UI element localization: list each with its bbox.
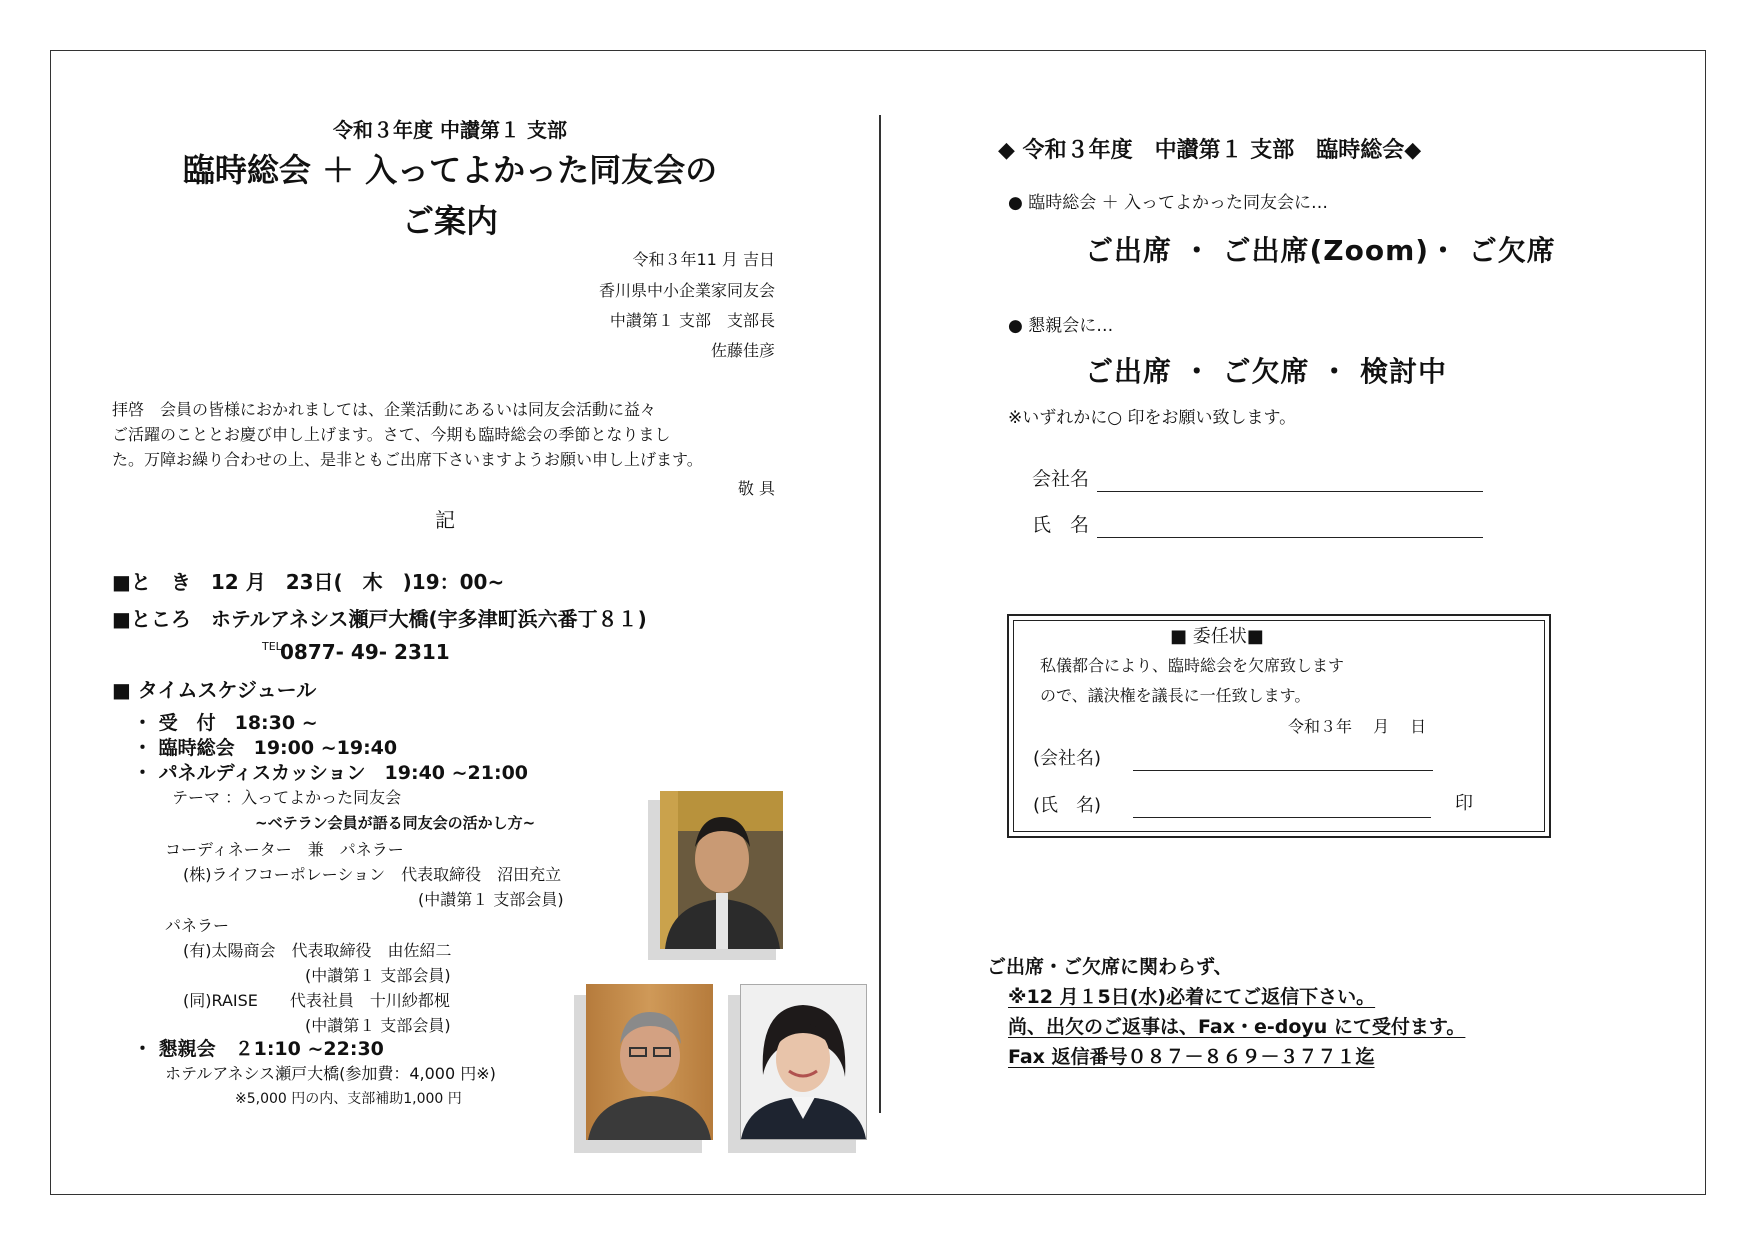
- proxy-company-field[interactable]: [1133, 770, 1433, 771]
- reception-party: ・ 懇親会 ２1:10 ~22:30: [133, 1038, 384, 1060]
- paneler1-photo: [586, 984, 713, 1140]
- reply-heading: ◆ 令和３年度 中讃第１ 支部 臨時総会◆: [998, 138, 1422, 163]
- company-label: 会社名: [1032, 468, 1090, 490]
- ki-heading: 記: [435, 508, 455, 532]
- theme-line2: ~ベテラン会員が語る同友会の活かし方~: [255, 814, 536, 832]
- paneler1-name: (有)太陽商会 代表取締役 由佐紹二: [183, 941, 452, 960]
- reply-deadline: ※12 月１5日(水)必着にてご返信下さい。: [1008, 986, 1376, 1008]
- question1: ● 臨時総会 ＋ 入ってよかった同友会に…: [1008, 193, 1329, 213]
- body-line3: た。万障お繰り合わせの上、是非ともご出席下さいますようお願い申し上げます。: [112, 450, 703, 469]
- paneler2-branch: (中讃第１ 支部会員): [305, 1016, 451, 1035]
- paneler1-branch: (中讃第１ 支部会員): [305, 966, 451, 985]
- proxy-name-label: (氏 名): [1033, 795, 1102, 816]
- paneler2-photo: [740, 984, 867, 1140]
- title-line1: 臨時総会 ＋ 入ってよかった同友会の: [182, 151, 718, 189]
- signatory-name: 佐藤佳彦: [710, 341, 775, 360]
- paneler-heading: パネラー: [165, 916, 230, 935]
- proxy-seal: 印: [1455, 793, 1473, 814]
- organization: 香川県中小企業家同友会: [598, 281, 775, 300]
- name-label: 氏 名: [1032, 514, 1090, 536]
- proxy-title: ■ 委任状■: [1170, 626, 1264, 647]
- subtitle: 令和３年度 中讃第１ 支部: [333, 118, 567, 142]
- paneler2-name: (同)RAISE 代表社員 十川紗都枧: [183, 991, 450, 1010]
- name-field[interactable]: [1097, 537, 1483, 538]
- proxy-date: 令和３年 月 日: [1288, 717, 1427, 736]
- title-line2: ご案内: [401, 202, 498, 240]
- coordinator-heading: コーディネーター 兼 パネラー: [165, 840, 404, 859]
- tel-number: 0877‐ 49‐ 2311: [280, 640, 450, 664]
- coordinator-photo: [660, 791, 783, 949]
- coordinator-branch: (中讃第１ 支部会員): [418, 890, 564, 909]
- schedule-meeting: ・ 臨時総会 19:00 ~19:40: [133, 737, 398, 759]
- schedule-panel: ・ パネルディスカッション 19:40 ~21:00: [133, 762, 529, 784]
- tel-prefix: TEL: [262, 640, 282, 653]
- closing: 敬 具: [737, 479, 775, 498]
- question2-options[interactable]: ご出席 ・ ご欠席 ・ 検討中: [1085, 355, 1447, 388]
- proxy-name-field[interactable]: [1133, 817, 1431, 818]
- reply-line1: ご出席・ご欠席に関わらず、: [987, 956, 1233, 978]
- proxy-line1: 私儀都合により、臨時総会を欠席致します: [1040, 656, 1345, 675]
- party-note: ※5,000 円の内、支部補助1,000 円: [235, 1091, 462, 1107]
- event-time: ■と き 12 月 23日( 木 )19：00~: [112, 570, 505, 594]
- question2: ● 懇親会に…: [1008, 316, 1114, 336]
- party-place: ホテルアネシス瀬戸大橋(参加費：4,000 円※): [165, 1064, 496, 1083]
- event-place: ■ところ ホテルアネシス瀬戸大橋(宇多津町浜六番丁８１): [112, 607, 647, 631]
- issue-date: 令和３年11 月 吉日: [632, 250, 775, 269]
- body-line2: ご活躍のこととお慶び申し上げます。さて、今期も臨時総会の季節となりまし: [112, 425, 671, 444]
- proxy-company-label: (会社名): [1033, 748, 1102, 769]
- reply-fax-number: Fax 返信番号０８７－８６９－３７７１迄: [1008, 1046, 1375, 1068]
- proxy-line2: ので、議決権を議長に一任致します。: [1040, 686, 1311, 705]
- body-line1: 拝啓 会員の皆様におかれましては、企業活動にあるいは同友会活動に益々: [112, 400, 657, 419]
- schedule-reception: ・ 受 付 18:30 ~: [133, 712, 318, 734]
- coordinator-name: (株)ライフコーポレーション 代表取締役 沼田充立: [183, 865, 562, 884]
- center-divider: [879, 115, 881, 1113]
- schedule-heading: ■ タイムスケジュール: [112, 678, 317, 702]
- company-field[interactable]: [1097, 491, 1483, 492]
- reply-method: 尚、出欠のご返事は、Fax・e-doyu にて受付ます。: [1008, 1016, 1466, 1038]
- circle-note: ※いずれかに○ 印をお願い致します。: [1008, 408, 1297, 428]
- branch-head: 中讃第１ 支部 支部長: [609, 311, 775, 330]
- question1-options[interactable]: ご出席 ・ ご出席(Zoom)・ ご欠席: [1085, 234, 1556, 267]
- theme-line1: テーマ ：入ってよかった同友会: [172, 788, 402, 807]
